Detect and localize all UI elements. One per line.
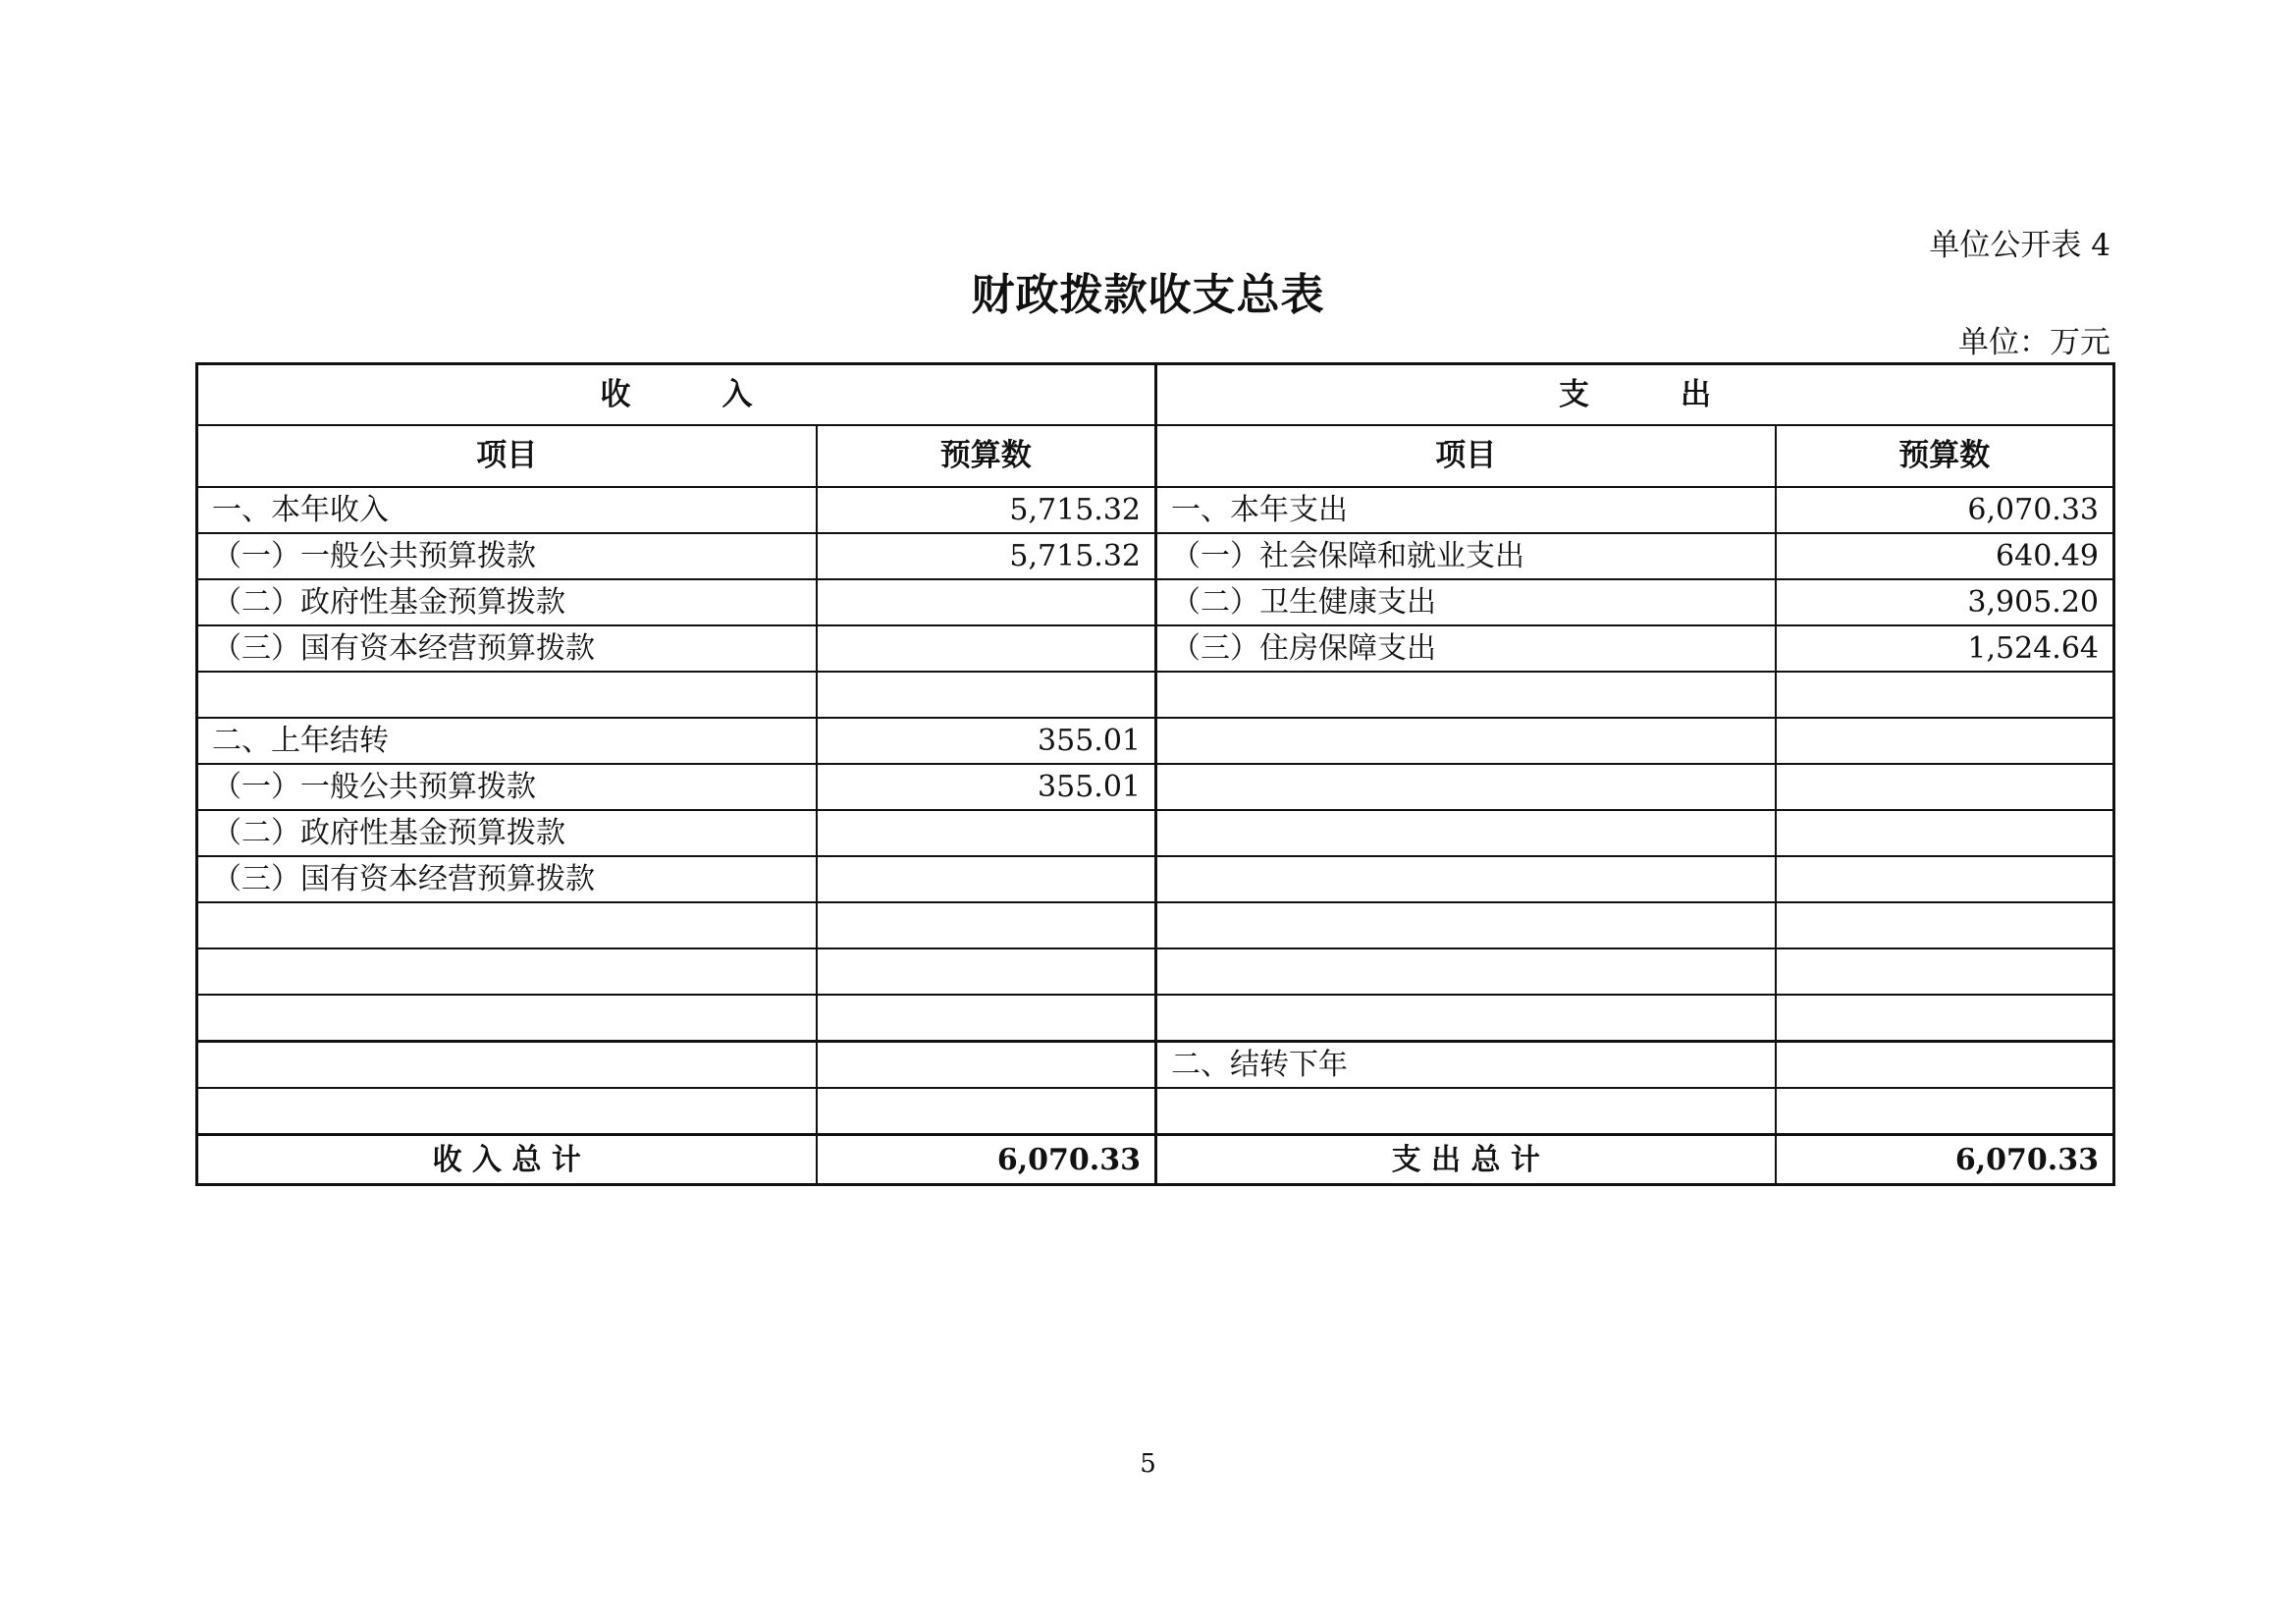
expense-section-header: 支 出: [1156, 364, 2114, 426]
expense-item-cell: [1156, 1088, 1776, 1135]
income-value-cell: [817, 810, 1156, 856]
table-row: [197, 810, 2114, 856]
table-number: 单位公开表 4: [1929, 228, 2110, 263]
table-row: [197, 1042, 2114, 1089]
column-header-row: [197, 425, 2114, 487]
expense-item-cell: （三）住房保障支出: [1156, 625, 1776, 672]
expense-item-cell: [1156, 902, 1776, 948]
income-value-cell: [817, 948, 1156, 995]
table-row: [197, 856, 2114, 902]
table-row: [197, 487, 2114, 533]
table-row: [197, 579, 2114, 625]
expense-item-cell: [1156, 948, 1776, 995]
income-value-cell: 355.01: [817, 718, 1156, 764]
expense-item-cell: （一）社会保障和就业支出: [1156, 533, 1776, 579]
income-value-cell: [817, 856, 1156, 902]
expense-item-cell: [1156, 764, 1776, 810]
expense-value-cell: 1,524.64: [1776, 625, 2114, 672]
expense-value-cell: [1776, 856, 2114, 902]
income-value-cell: [817, 902, 1156, 948]
table-row: [197, 764, 2114, 810]
income-budget-header: 预算数: [817, 425, 1156, 487]
table-row: [197, 948, 2114, 995]
income-total-value: 6,070.33: [817, 1135, 1156, 1185]
expense-item-cell: （二）卫生健康支出: [1156, 579, 1776, 625]
expense-item-cell: [1156, 995, 1776, 1042]
income-item-cell: （二）政府性基金预算拨款: [197, 810, 817, 856]
expense-value-cell: [1776, 995, 2114, 1042]
income-value-cell: 355.01: [817, 764, 1156, 810]
income-item-cell: 一、本年收入: [197, 487, 817, 533]
expense-value-cell: 3,905.20: [1776, 579, 2114, 625]
page-number: 5: [1140, 1449, 1156, 1479]
expense-value-cell: [1776, 810, 2114, 856]
income-item-cell: [197, 995, 817, 1042]
expense-value-cell: [1776, 1088, 2114, 1135]
expense-value-cell: [1776, 948, 2114, 995]
income-item-cell: （二）政府性基金预算拨款: [197, 579, 817, 625]
income-item-cell: [197, 1088, 817, 1135]
income-item-cell: [197, 672, 817, 718]
income-item-cell: （一）一般公共预算拨款: [197, 764, 817, 810]
income-item-cell: [197, 902, 817, 948]
expense-item-cell: [1156, 718, 1776, 764]
section-header-row: [197, 364, 2114, 426]
expense-item-cell: 二、结转下年: [1156, 1042, 1776, 1089]
expense-value-cell: [1776, 718, 2114, 764]
income-total-label: 收 入 总 计: [197, 1135, 817, 1185]
expense-value-cell: [1776, 764, 2114, 810]
finance-table: [195, 362, 2115, 1186]
unit-label: 单位：万元: [1958, 325, 2110, 360]
income-value-cell: [817, 1042, 1156, 1089]
income-item-cell: （三）国有资本经营预算拨款: [197, 856, 817, 902]
income-item-cell: [197, 948, 817, 995]
expense-item-cell: 一、本年支出: [1156, 487, 1776, 533]
table-row: [197, 902, 2114, 948]
income-item-header: 项目: [197, 425, 817, 487]
expense-value-cell: 640.49: [1776, 533, 2114, 579]
table-row: [197, 718, 2114, 764]
table-row: [197, 533, 2114, 579]
expense-item-cell: [1156, 672, 1776, 718]
page-title: 财政拨款收支总表: [971, 270, 1325, 320]
table-row: [197, 1088, 2114, 1135]
income-item-cell: （一）一般公共预算拨款: [197, 533, 817, 579]
income-value-cell: [817, 995, 1156, 1042]
expense-total-value: 6,070.33: [1776, 1135, 2114, 1185]
income-value-cell: [817, 672, 1156, 718]
income-value-cell: [817, 625, 1156, 672]
income-value-cell: 5,715.32: [817, 487, 1156, 533]
expense-item-header: 项目: [1156, 425, 1776, 487]
table-row: [197, 995, 2114, 1042]
income-value-cell: [817, 1088, 1156, 1135]
expense-value-cell: 6,070.33: [1776, 487, 2114, 533]
table-row: [197, 625, 2114, 672]
income-item-cell: （三）国有资本经营预算拨款: [197, 625, 817, 672]
total-row: [197, 1135, 2114, 1185]
expense-total-label: 支 出 总 计: [1156, 1135, 1776, 1185]
income-value-cell: 5,715.32: [817, 533, 1156, 579]
income-section-header: 收 入: [197, 364, 1156, 426]
expense-item-cell: [1156, 810, 1776, 856]
expense-item-cell: [1156, 856, 1776, 902]
income-value-cell: [817, 579, 1156, 625]
income-item-cell: 二、上年结转: [197, 718, 817, 764]
table-row: [197, 672, 2114, 718]
expense-value-cell: [1776, 1042, 2114, 1089]
expense-budget-header: 预算数: [1776, 425, 2114, 487]
expense-value-cell: [1776, 902, 2114, 948]
income-item-cell: [197, 1042, 817, 1089]
expense-value-cell: [1776, 672, 2114, 718]
